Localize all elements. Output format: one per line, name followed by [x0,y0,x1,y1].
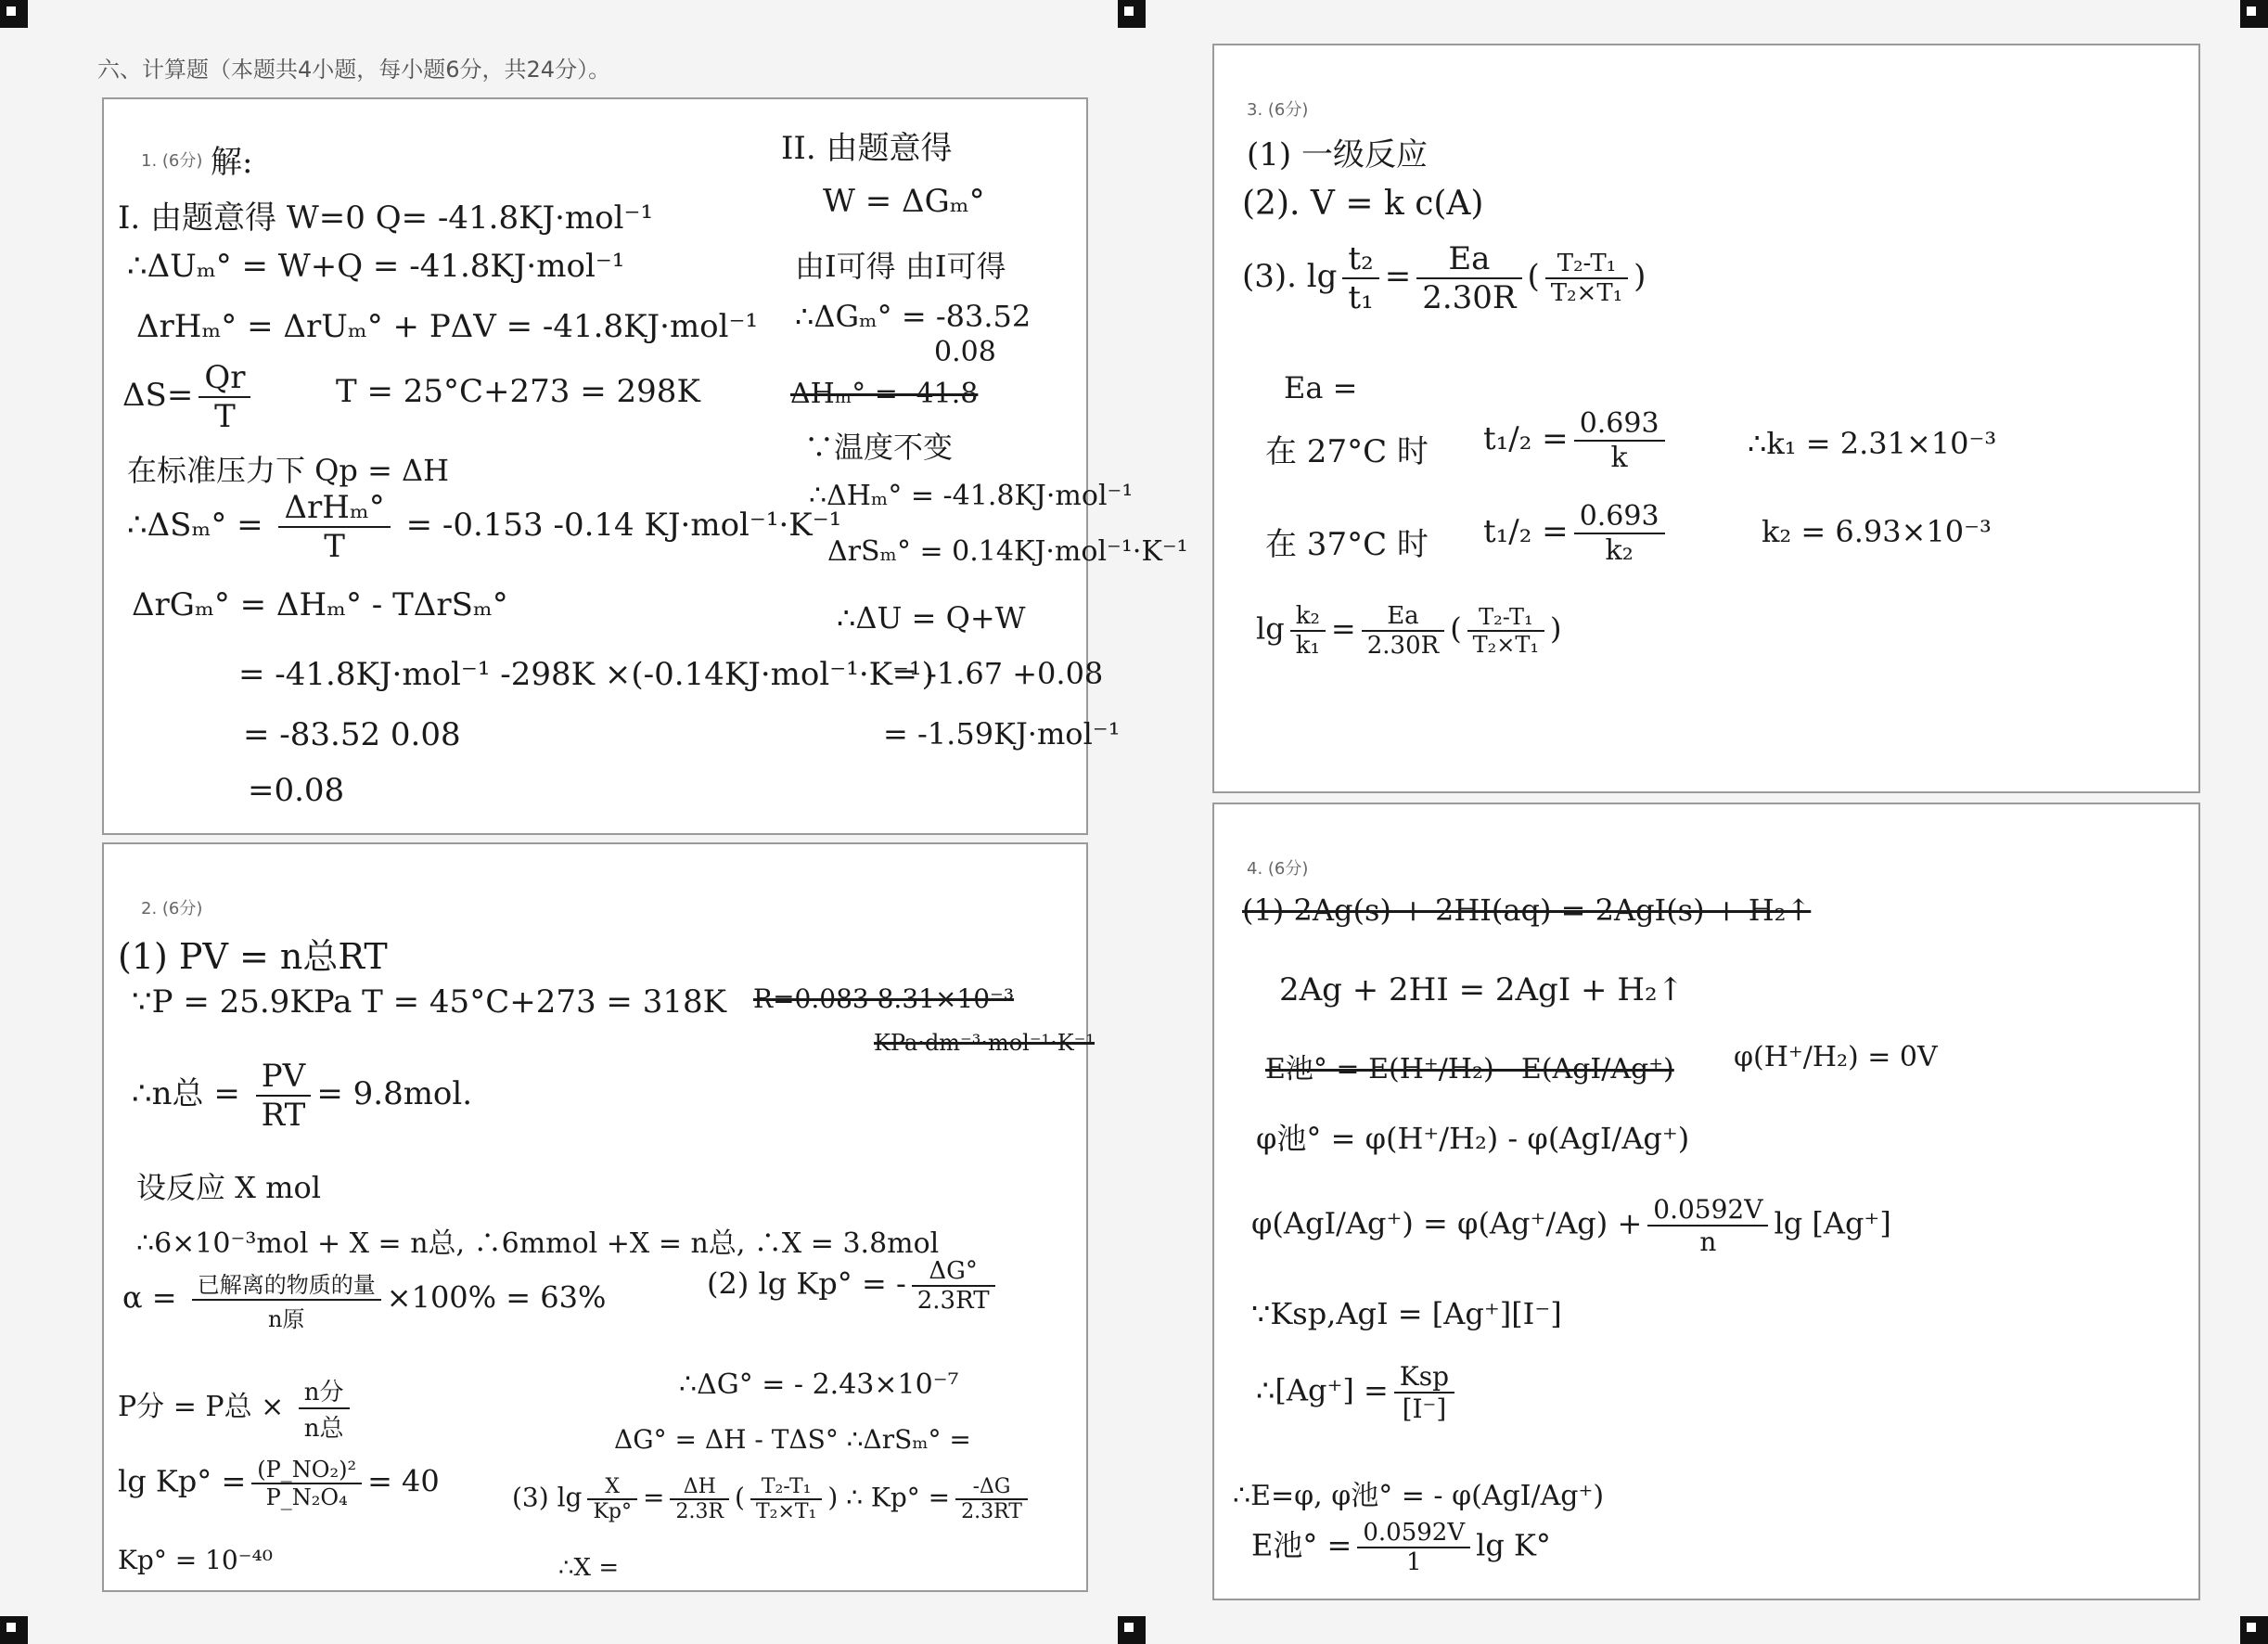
answer-line: ΔS= $\frac{Qr}{T}$ [122,359,256,435]
answer-line: ΔrGₘ° = ΔHₘ° - TΔrSₘ° [132,586,508,623]
answer-line: (1) PV = n总RT [118,936,388,977]
answer-line: (1) 2Ag(s) + 2HI(aq) = 2AgI(s) + H₂↑ [1242,893,1812,928]
fraction: $\frac{Ea}{2.30R}$ [1362,602,1444,660]
question-2-label: 2. (6分) [141,899,203,918]
answer-line: t₁/₂ = $\frac{0.693}{\text{k₂}}$ [1483,500,1671,567]
question-3-label: 3. (6分) [1247,100,1309,120]
fraction: $\frac{\text{n分}}{\text{n总}}$ [299,1373,350,1444]
answer-line: ∴E=φ, φ池° = - φ(AgI/Ag⁺) [1233,1480,1605,1512]
answer-line: E池° = $\frac{0.0592V}{1}$ lg K° [1251,1519,1551,1576]
answer-line: (1) 一级反应 [1247,136,1428,173]
fraction: $\frac{0.693}{k}$ [1574,407,1665,474]
answer-line: (2) lg Kp° = - $\frac{\Delta G^\circ}{2.3RT}$ [707,1257,1001,1315]
answer-line: R=0.083 8.31×10⁻³ [753,983,1015,1014]
answer-line: KPa·dm⁻³·mol⁻¹·K⁻¹ [874,1030,1095,1056]
answer-line: P分 = P总 × $\frac{\text{n分}}{\text{n总}}$ [118,1373,355,1444]
answer-line: α = $\frac{\text{已解离的物质的量}}{\text{n原}}$ ×100% = 63% [122,1266,606,1333]
corner-marker-top-right [2240,0,2268,28]
answer-line: Kp° = 10⁻⁴⁰ [118,1545,273,1575]
answer-line: ∴[Ag⁺] = $\frac{\text{Ksp}}{[I^-]}$ [1256,1361,1460,1424]
answer-line: 0.08 [934,336,996,368]
answer-line: W = ΔGₘ° [823,183,985,220]
answer-line: φ池° = φ(H⁺/H₂) - φ(AgI/Ag⁺) [1256,1121,1690,1156]
answer-line: Ea = [1284,370,1358,405]
answer-line: ∵Ksp,AgI = [Ag⁺][I⁻] [1251,1296,1562,1331]
answer-line: ∴ΔG° = - 2.43×10⁻⁷ [679,1368,959,1401]
answer-line: =0.08 [248,772,345,809]
fraction: $\frac{\text{Ksp}}{[I^-]}$ [1394,1361,1454,1424]
answer-line: ∴ΔU = Q+W [837,600,1026,636]
answer-line: k₂ = 6.93×10⁻³ [1762,514,1992,549]
fraction: $\frac{PV}{RT}$ [256,1058,312,1134]
fraction: $\frac{X}{Kp^\circ}$ [587,1475,637,1523]
answer-line: ∴6×10⁻³mol + X = n总, ∴6mmol +X = n总, ∴X = 3.8mol [136,1227,940,1260]
fraction: $\frac{\text{(P\_NO₂)²}}{\text{P\_N₂O₄}}$ [251,1457,362,1510]
answer-line: II. 由题意得 [781,130,953,167]
answer-line: E池° = E(H⁺/H₂) - E(AgI/Ag⁺) [1265,1053,1674,1085]
answer-line: ∴ΔSₘ° = $\frac{\text{ΔrHₘ°}}{T}$ = -0.153 -0.14 KJ·mol⁻¹·K⁻¹ [127,489,842,565]
fraction: $\frac{0.0592V}{n}$ [1647,1194,1768,1257]
answer-line: ΔrHₘ° = ΔrUₘ° + PΔV = -41.8KJ·mol⁻¹ [136,308,759,345]
corner-marker-top-center [1118,0,1146,28]
answer-line: T = 25°C+273 = 298K [336,373,700,410]
answer-line: (3). lg $\frac{\text{t₂}}{\text{t₁}}$ = $\frac{Ea}{2.30R}$ ( $\frac{\text{T₂-T₁}}{\text{T₂×T₁}}$ ) [1242,240,1647,316]
corner-marker-bottom-center [1118,1616,1146,1644]
answer-line: lg Kp° = $\frac{\text{(P\_NO₂)²}}{\text{P\_N₂O₄}}$ = 40 [118,1457,440,1510]
question-4-card [1212,803,2200,1600]
answer-line: ∵温度不变 [804,430,954,465]
answer-line: 在 27°C 时 [1265,433,1429,470]
question-2-card [102,842,1095,1592]
fraction: $\frac{\text{k₂}}{\text{k₁}}$ [1290,602,1326,660]
answer-line: (3) lg $\frac{X}{Kp^\circ}$ = $\frac{\Delta H}{2.3R}$ ( $\frac{\text{T₂-T₁}}{\text{T₂×T₁}}$ ) ∴ Kp° = $\frac{-\Delta G}{2.3RT}$ [512,1475,1033,1523]
corner-marker-bottom-left [0,1616,28,1644]
answer-line: = -1.59KJ·mol⁻¹ [883,716,1121,751]
fraction: $\frac{0.0592V}{1}$ [1357,1519,1470,1576]
answer-line: ∴n总 = $\frac{PV}{RT}$ = 9.8mol. [132,1058,473,1134]
fraction: $\frac{\text{已解离的物质的量}}{\text{n原}}$ [192,1266,381,1333]
answer-line: = -41.8KJ·mol⁻¹ -298K ×(-0.14KJ·mol⁻¹·K⁻¹) [238,656,934,693]
answer-line: ∴ΔUₘ° = W+Q = -41.8KJ·mol⁻¹ [127,248,625,285]
answer-line: ∴X = [558,1554,620,1582]
answer-line: 由I可得 由I可得 [795,249,1006,284]
fraction: $\frac{0.693}{\text{k₂}}$ [1574,500,1665,567]
fraction: $\frac{\text{T₂-T₁}}{\text{T₂×T₁}}$ [1545,250,1628,307]
answer-line: t₁/₂ = $\frac{0.693}{k}$ [1483,407,1671,474]
fraction: $\frac{\Delta H}{2.3R}$ [670,1475,729,1523]
question-1-card [102,97,1188,835]
fraction: $\frac{Ea}{2.30R}$ [1416,240,1521,316]
answer-line: ∴ΔGₘ° = -83.52 [795,299,1031,334]
answer-line: ∵P = 25.9KPa T = 45°C+273 = 318K [132,983,726,1021]
question-3-card [1212,44,2200,793]
answer-line: I. 由题意得 W=0 Q= -41.8KJ·mol⁻¹ [118,199,654,237]
fraction: $\frac{\text{t₂}}{\text{t₁}}$ [1342,240,1378,316]
answer-line: = -83.52 0.08 [243,716,461,753]
fraction: $\frac{\text{ΔrHₘ°}}{T}$ [278,489,390,565]
answer-line: ΔrSₘ° = 0.14KJ·mol⁻¹·K⁻¹ [827,535,1188,568]
fraction: $\frac{\text{T₂-T₁}}{\text{T₂×T₁}}$ [1467,604,1544,658]
fraction: $\frac{Qr}{T}$ [199,359,250,435]
answer-line: 在 37°C 时 [1265,526,1429,563]
answer-line: 设反应 X mol [136,1170,321,1205]
answer-line: ΔG° = ΔH - TΔS° ∴ΔrSₘ° = [614,1424,971,1455]
answer-line: φ(AgI/Ag⁺) = φ(Ag⁺/Ag) + $\frac{0.0592V}{n}$ lg [Ag⁺] [1251,1194,1891,1257]
section-title: 六、计算题（本题共4小题，每小题6分，共24分）。 [97,57,611,83]
fraction: $\frac{\Delta G^\circ}{2.3RT}$ [912,1257,995,1315]
fraction: $\frac{\text{T₂-T₁}}{\text{T₂×T₁}}$ [750,1475,822,1523]
answer-line: ∴ΔHₘ° = -41.8KJ·mol⁻¹ [809,480,1134,512]
answer-line: φ(H⁺/H₂) = 0V [1734,1041,1938,1073]
question-1-label: 1. (6分) [141,151,203,171]
question-4-label: 4. (6分) [1247,859,1309,879]
answer-line: (2). V = k c(A) [1242,185,1484,223]
answer-line: = -1.67 +0.08 [892,656,1104,691]
corner-marker-bottom-right [2240,1616,2268,1644]
answer-line: 2Ag + 2HI = 2AgI + H₂↑ [1279,971,1685,1008]
answer-line: 在标准压力下 Qp = ΔH [127,453,450,488]
answer-line: ΔHₘ° = -41.8 [790,378,979,410]
answer-line: ∴k₁ = 2.31×10⁻³ [1748,426,1997,461]
answer-line: 解: [211,144,253,181]
fraction: $\frac{-\Delta G}{2.3RT}$ [955,1475,1028,1523]
corner-marker-top-left [0,0,28,28]
answer-line: lg $\frac{\text{k₂}}{\text{k₁}}$ = $\frac{Ea}{2.30R}$ ( $\frac{\text{T₂-T₁}}{\text{T₂×T₁}}$ ) [1256,602,1562,660]
